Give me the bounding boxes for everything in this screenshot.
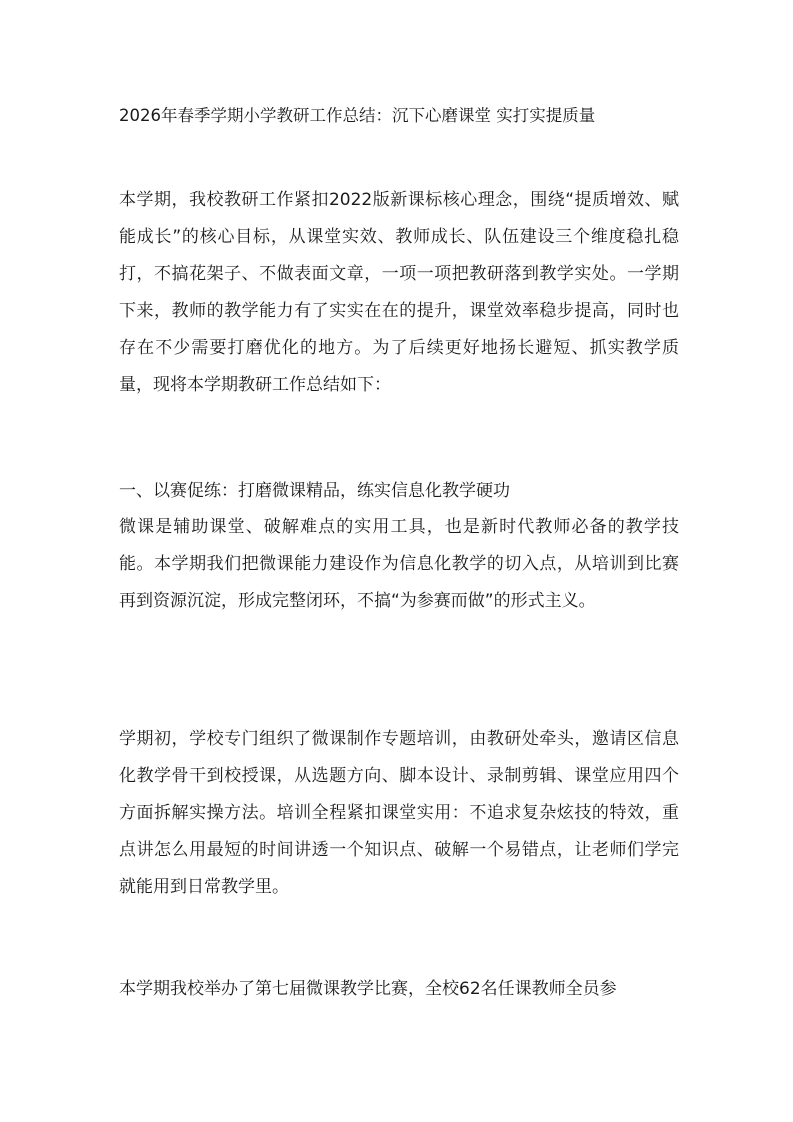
intro-paragraph: 本学期，我校教研工作紧扣2022版新课标核心理念，围绕“提质增效、赋能成长”的核心目标，从课堂实效、教师成长、队伍建设三个维度稳扎稳打，不搞花架子、不做表面文章，一项一项把教研落到教学实处。一学期下来，教师的教学能力有了实实在在的提升，课堂效率稳步提高，同时也存在不少需要打磨优化的地方。为了后续更好地扬长避短、抓实教学质量，现将本学期教研工作总结如下： [119, 190, 679, 395]
section-paragraph: 微课是辅助课堂、破解难点的实用工具，也是新时代教师必备的教学技能。本学期我们把微课能力建设作为信息化教学的切入点，从培训到比赛再到资源沉淀，形成完整闭环，不搞“为参赛而做”的形式主义。 [119, 517, 679, 611]
section-paragraph: 学期初，学校专门组织了微课制作专题培训，由教研处牵头，邀请区信息化教学骨干到校授课，从选题方向、脚本设计、录制剪辑、课堂应用四个方面拆解实操方法。培训全程紧扣课堂实用：不追求复杂炫技的特效，重点讲怎么用最短的时间讲透一个知识点、破解一个易错点，让老师们学完就能用到日常教学里。 [119, 729, 679, 897]
section-heading: 一、以赛促练：打磨微课精品，练实信息化教学硬功 [119, 481, 510, 501]
document-title: 2026年春季学期小学教研工作总结：沉下心磨课堂 实打实提质量 [119, 106, 596, 125]
section-paragraph: 本学期我校举办了第七届微课教学比赛，全校62名任课教师全员参 [119, 979, 617, 999]
